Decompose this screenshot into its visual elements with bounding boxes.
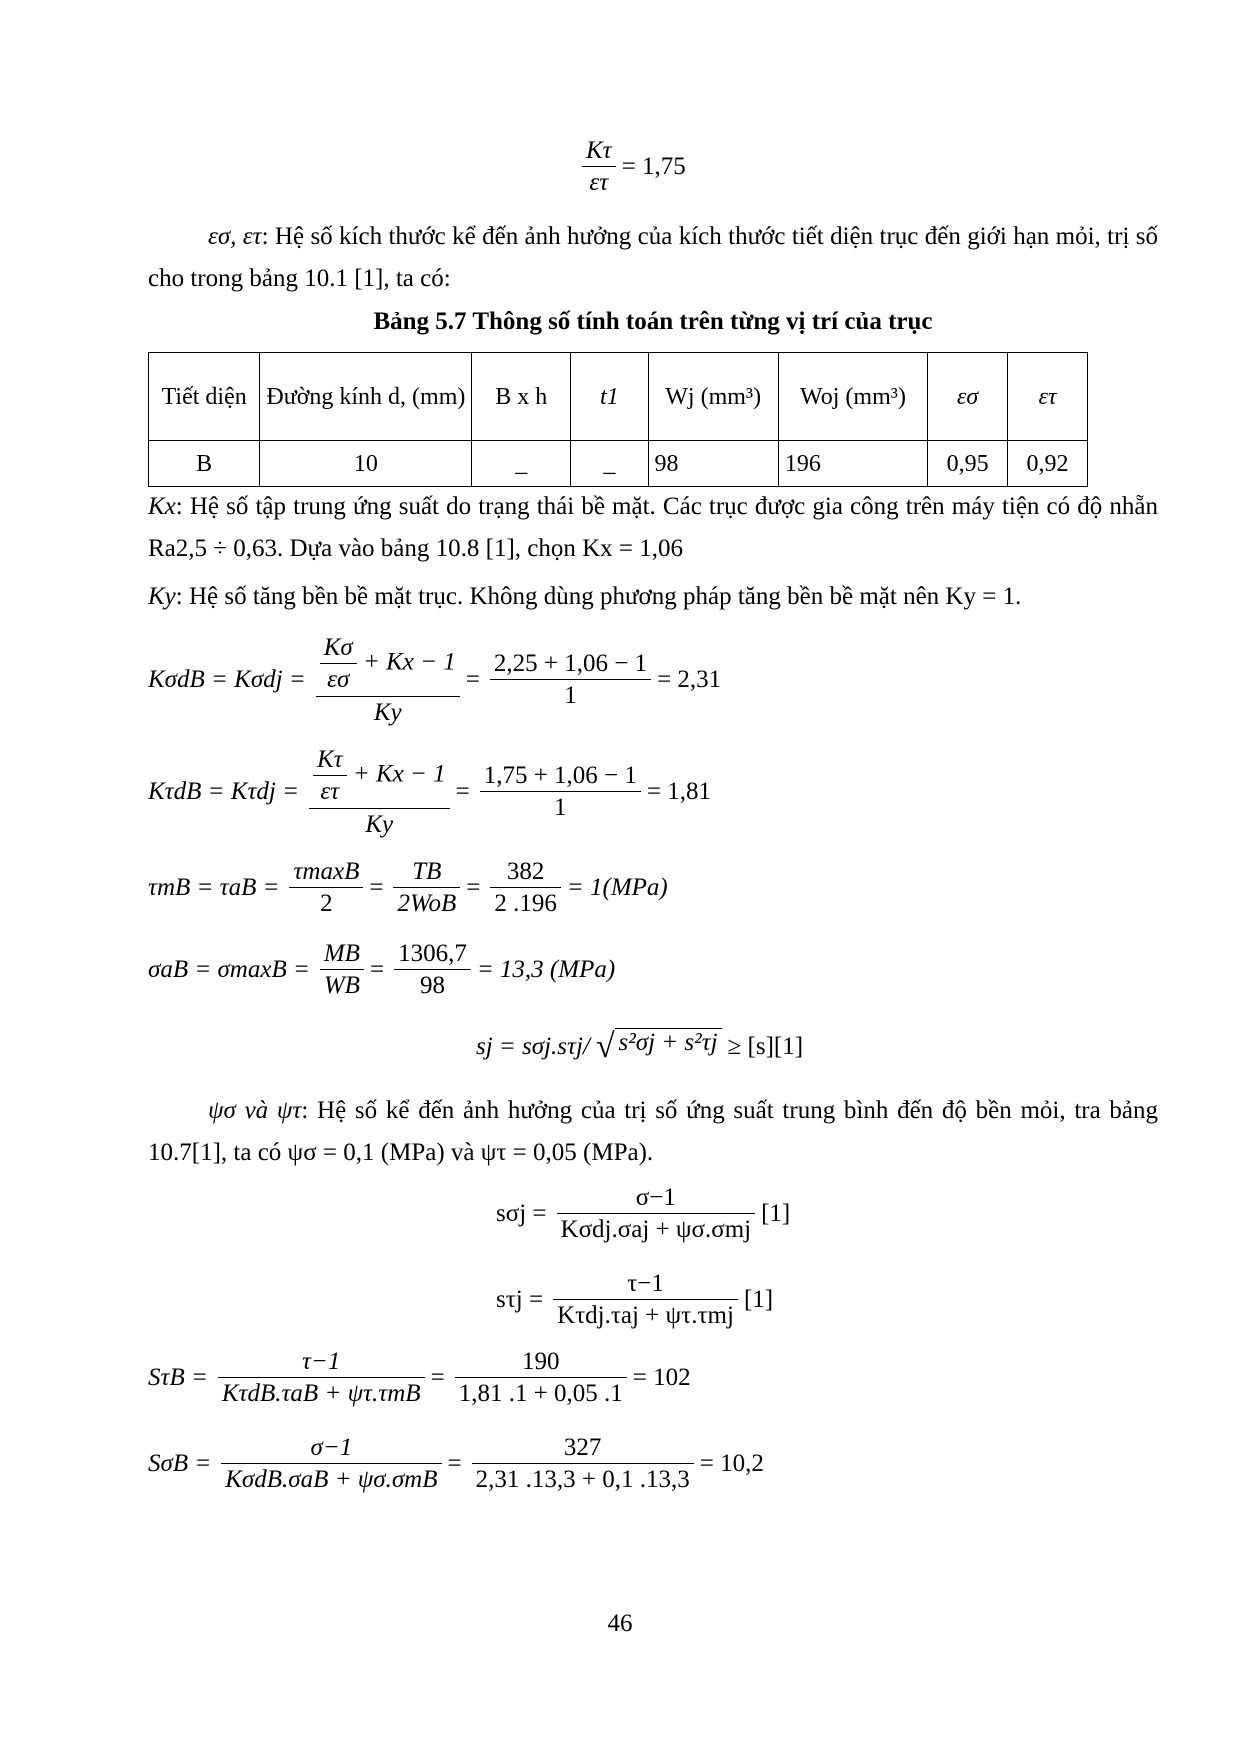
table-cell: B bbox=[149, 441, 260, 487]
equation-s-tau-b: SτB = τ−1 KτdB.τaB + ψτ.τmB = $\frac{190}{1,81 .1 + 0,05 .1}$ = 102 bbox=[148, 1348, 691, 1408]
params-table bbox=[148, 352, 1088, 487]
equation-sj: sj = sσj.sτj/ √ s²σj + s²τj ≥ [s][1] bbox=[476, 1028, 804, 1065]
table-header-row bbox=[149, 353, 1088, 441]
header-cell: Wj (mm³) bbox=[648, 353, 778, 441]
header-cell: Đường kính d, (mm) bbox=[260, 353, 472, 441]
paragraph-psi: ψσ và ψτ: Hệ số kể đến ảnh hưởng của trị số ứng suất trung bình đến độ bền mỏi, tra bảng 10.7[1], ta có ψσ = 0,1 (MPa) và ψτ = 0,05 (MPa). bbox=[148, 1097, 1159, 1166]
header-cell: t1 bbox=[571, 353, 648, 441]
equation-s-tau-j: sτj = τ−1 Kτdj.τaj + ψτ.τmj [1] bbox=[496, 1270, 774, 1330]
equation-k-sigma: KσdB = Kσdj = $\frac{K\sigma}{\varepsilon\sigma}$ + Kx − 1 Ky = $\frac{2,25 + 1,06 - 1}{1}$ = 2,31 bbox=[148, 634, 722, 726]
table-row bbox=[149, 441, 1088, 487]
paragraph-ky: Ky: Hệ số tăng bền bề mặt trục. Không dùng phương pháp tăng bền bề mặt nên Ky = 1. bbox=[148, 583, 1022, 610]
square-root: √ s²σj + s²τj bbox=[596, 1028, 722, 1066]
table-cell: 98 bbox=[648, 441, 778, 487]
equation-sigma: σaB = σmaxB = $\frac{MB}{WB}$ = $\frac{1306,7}{98}$ = 13,3 (MPa) bbox=[148, 940, 616, 1000]
table-cell: 0,92 bbox=[1008, 441, 1088, 487]
header-cell: Woj (mm³) bbox=[778, 353, 927, 441]
equation-s-sigma-j: sσj = σ−1 Kσdj.σaj + ψσ.σmj [1] bbox=[496, 1184, 791, 1244]
table-cell: 0,95 bbox=[928, 441, 1008, 487]
page-number: 46 bbox=[607, 1610, 633, 1637]
equation-tau: τmB = τaB = τmaxB 2 = TB 2WoB = $\frac{382}{2 .196}$ = 1(MPa) bbox=[148, 858, 668, 918]
formula-kt-over-eps: $\frac{K\tau}{\varepsilon\tau}$ = 1,75 bbox=[578, 135, 692, 199]
equation-s-sigma-b: SσB = σ−1 KσdB.σaB + ψσ.σmB = $\frac{327}{2,31 .13,3 + 0,1 .13,3}$ = 10,2 bbox=[148, 1434, 764, 1494]
table-cell: _ bbox=[472, 441, 571, 487]
equation-k-tau: KτdB = Kτdj = $\frac{K\tau}{\varepsilon\tau}$ + Kx − 1 Ky = $\frac{1,75 + 1,06 - 1}{1}$ = 1,81 bbox=[148, 746, 712, 838]
table-cell: 196 bbox=[778, 441, 927, 487]
header-cell: εσ bbox=[928, 353, 1008, 441]
header-cell: ετ bbox=[1008, 353, 1088, 441]
paragraph-eps: εσ, ετ: Hệ số kích thước kể đến ảnh hưởng của kích thước tiết diện trục đến giới hạn mỏi, trị số cho trong bảng 10.1 [1], ta có: bbox=[148, 223, 1158, 292]
table-cell: _ bbox=[571, 441, 648, 487]
table-title: Bảng 5.7 Thông số tính toán trên từng vị trí của trục bbox=[373, 308, 933, 335]
paragraph-kx: Kx: Hệ số tập trung ứng suất do trạng thái bề mặt. Các trục được gia công trên máy tiện có độ nhẵn Ra2,5 ÷ 0,63. Dựa vào bảng 10.8 [1], chọn Kx = 1,06 bbox=[148, 493, 1158, 562]
header-cell: B x h bbox=[472, 353, 571, 441]
header-cell: Tiết diện bbox=[149, 353, 260, 441]
table-cell: 10 bbox=[260, 441, 472, 487]
